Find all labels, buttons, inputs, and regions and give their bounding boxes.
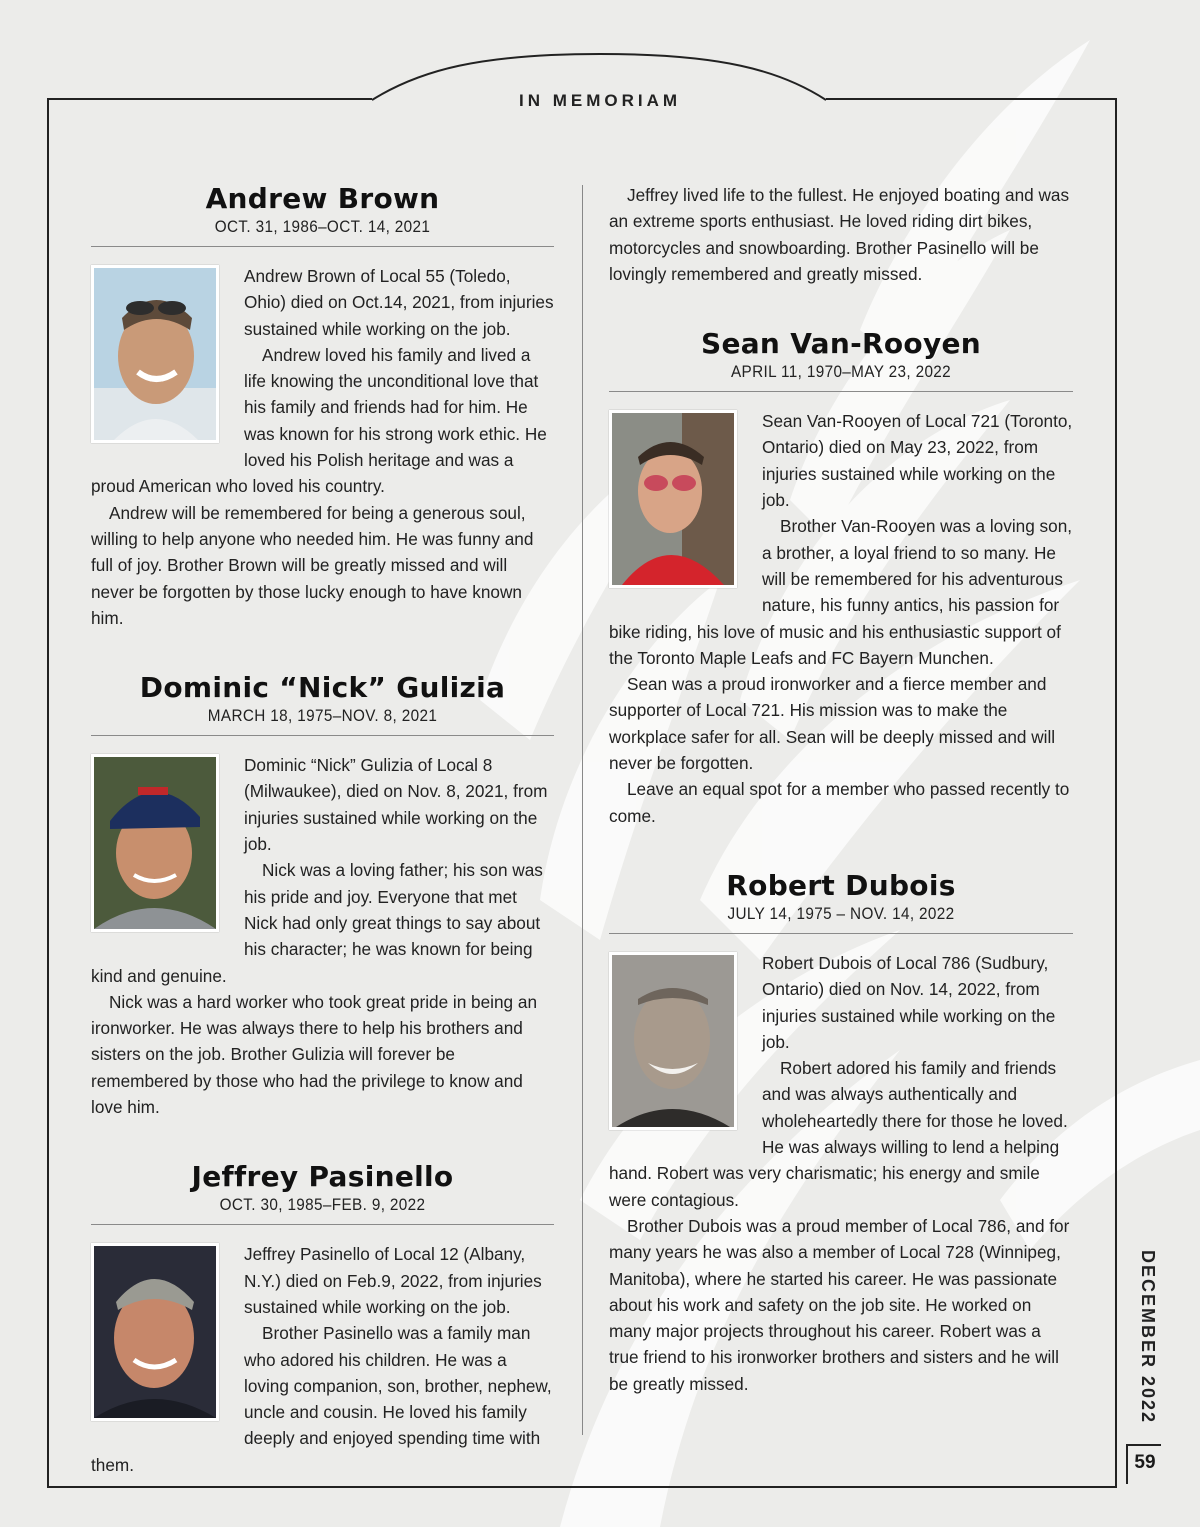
obituary-paragraph: Andrew loved his family and lived a life knowing the unconditional love that his family and friends had for him. He was known for his strong work ethic. He loved his Polish heritage and was a proud American who loved his country. xyxy=(91,344,547,497)
entry-rule xyxy=(91,735,554,736)
portrait-photo xyxy=(91,754,219,932)
memorial-name: Jeffrey Pasinello xyxy=(191,1160,454,1194)
issue-date-label: DECEMBER 2022 xyxy=(1138,1250,1158,1425)
memorial-name: Dominic “Nick” Gulizia xyxy=(139,671,506,705)
memorial-dates: OCT. 30, 1985–FEB. 9, 2022 xyxy=(219,1195,426,1215)
obituary-paragraph: Sean was a proud ironworker and a fierce member and supporter of Local 721. His mission was to make the workplace safer for all. Sean will be deeply missed and will never be forgotten. xyxy=(609,674,1056,774)
portrait-photo xyxy=(609,410,737,588)
memorial-dates: OCT. 31, 1986–OCT. 14, 2021 xyxy=(214,217,431,236)
memorial-name: Robert Dubois xyxy=(726,868,956,902)
obituary-paragraph: Brother Dubois was a proud member of Local 786, and for many years he was also a member of Local 728 (Winnipeg, Manitoba), where he started his career. He was passionate about his work and safety on the job site. He worked on many major projects throughout his career. Robert was a true friend to his ironworker brothers and sisters and he will be greatly missed. xyxy=(609,1215,1070,1394)
obituary-paragraph: Dominic “Nick” Gulizia of Local 8 (Milwaukee), died on Nov. 8, 2021, from injuries sustained while working on the job. xyxy=(244,755,548,855)
memorial-dates: APRIL 11, 1970–MAY 23, 2022 xyxy=(730,362,952,382)
obituary-paragraph: Robert Dubois of Local 786 (Sudbury, Ontario) died on Nov. 14, 2022, from injuries sustained while working on the job. xyxy=(762,952,1056,1052)
obituary-paragraph: Jeffrey Pasinello of Local 12 (Albany, N.Y.) died on Feb.9, 2022, from injuries sustained while working on the job. xyxy=(244,1244,542,1317)
obituary-paragraph: Brother Van-Rooyen was a loving son, a brother, a loyal friend to so many. He will be remembered for his adventurous nature, his funny antics, his passion for bike riding, his love of music and his enthusiastic support of the Toronto Maple Leafs and FC Bayern Munchen. xyxy=(609,516,1073,668)
entry-rule xyxy=(91,246,554,247)
obituary-paragraph: Nick was a hard worker who took great pride in being an ironworker. He was always there to help his brothers and sisters on the job. Brother Gulizia will forever be remembered by those who had the privilege to know and love him. xyxy=(91,991,538,1118)
obituary-paragraph: Leave an equal spot for a member who passed recently to come. xyxy=(609,779,1070,826)
obituary-paragraph: Nick was a loving father; his son was his pride and joy. Everyone that met Nick had only great things to say about his character; he was known for being kind and genuine. xyxy=(91,860,543,986)
obituary-paragraph: Andrew will be remembered for being a generous soul, willing to help anyone who needed him. He was funny and full of joy. Brother Brown will be greatly missed and will never be forgotten by those lucky enough to have known him. xyxy=(91,502,534,628)
left-column xyxy=(91,182,554,1478)
continuation-paragraph: Jeffrey lived life to the fullest. He enjoyed boating and was an extreme sports enthusiast. He loved riding dirt bikes, motorcycles and snowboarding. Brother Pasinello will be lovingly remembered and greatly missed. xyxy=(609,185,1070,284)
memorial-entry xyxy=(91,1160,554,1478)
obituary-paragraph: Robert adored his family and friends and was always authentically and wholeheartedly there for those he loved. He was always willing to lend a helping hand. Robert was very charismatic; his energy and smile were contagious. xyxy=(609,1058,1068,1210)
obituary-paragraph: Brother Pasinello was a family man who adored his children. He was a loving companion, son, brother, nephew, uncle and cousin. He loved his family deeply and enjoyed spending time with them. xyxy=(91,1323,552,1475)
memorial-entry xyxy=(609,327,1073,829)
portrait-photo xyxy=(91,1243,219,1421)
portrait-photo xyxy=(91,265,219,443)
folio-rule xyxy=(1127,1444,1161,1446)
column-divider xyxy=(582,185,583,1435)
memorial-dates: MARCH 18, 1975–NOV. 8, 2021 xyxy=(207,706,438,726)
portrait-photo xyxy=(609,952,737,1130)
obituary-paragraph: Andrew Brown of Local 55 (Toledo, Ohio) died on Oct.14, 2021, from injuries sustained while working on the job. xyxy=(244,266,554,339)
section-header: IN MEMORIAM xyxy=(518,91,682,110)
entry-rule xyxy=(91,1224,554,1225)
memorial-entry xyxy=(91,182,554,631)
entry-rule xyxy=(609,391,1073,392)
entry-rule xyxy=(609,933,1073,934)
obituary-paragraph: Sean Van-Rooyen of Local 721 (Toronto, Ontario) died on May 23, 2022, from injuries sustained while working on the job. xyxy=(762,411,1073,511)
memorial-name: Sean Van-Rooyen xyxy=(700,327,982,361)
page-number: 59 xyxy=(1134,1452,1156,1473)
memorial-name: Andrew Brown xyxy=(205,182,440,215)
right-column xyxy=(609,182,1073,1397)
memorial-dates: JULY 14, 1975 – NOV. 14, 2022 xyxy=(727,903,955,923)
memorial-entry xyxy=(91,671,554,1120)
memorial-entry xyxy=(609,869,1073,1397)
